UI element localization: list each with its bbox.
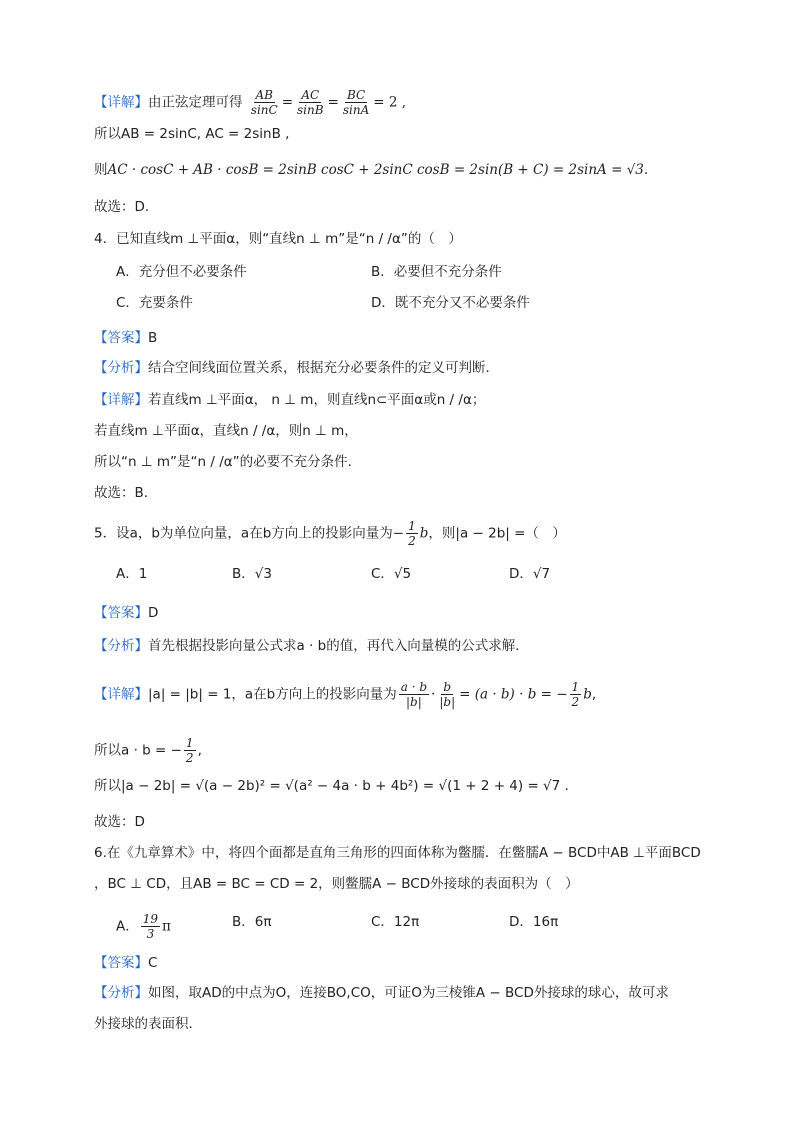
q4-detail1: 【详解】若直线m ⊥平面α， n ⊥ m，则直线n⊂平面α或n / /α； xyxy=(94,392,486,408)
frac-half-b-2: $\frac{1}{2}$ xyxy=(571,680,580,709)
q5-detail1: 【详解】|a| = |b| = 1，a在b方向上的投影向量为 $\frac{a \cdot b}{|b|}$ · $\frac{b}{|b|}$ = (a · b) · b = − $\frac{1}{2}$ b, xyxy=(94,680,597,709)
q6-stem2: ，BC ⊥ CD，且AB = BC = CD = 2，则鳖臑A − BCD外接球的表面积为（ ） xyxy=(94,876,579,892)
q4-option-b: B．必要但不充分条件 xyxy=(371,264,502,280)
q4-option-a: A．充分但不必要条件 xyxy=(116,264,247,280)
q6-option-d: D．16π xyxy=(509,914,559,930)
frac-half-b: $\frac{1}{2}$ xyxy=(408,519,416,548)
frac-ac-sinb: $\frac{AC}{\sin B}$ xyxy=(297,88,324,117)
q5-line3: 所以|a − 2b| = √(a − 2b)² = √(a² − 4a · b + 4b²) = √(1 + 2 + 4) = √7 . xyxy=(94,778,569,794)
q3-eq-end: = 2 , xyxy=(373,94,407,111)
q4-option-c: C．充要条件 xyxy=(116,295,193,311)
q3-line3: 则AC · cosC + AB · cosB = 2sinB cosC + 2sinC cosB = 2sin(B + C) = 2sinA = √3. xyxy=(94,162,649,178)
q5-choose: 故选：D xyxy=(94,814,145,830)
q5-answer: 【答案】D xyxy=(94,605,159,621)
q4-analysis: 【分析】结合空间线面位置关系，根据充分必要条件的定义可判断． xyxy=(94,360,499,376)
q6-answer: 【答案】C xyxy=(94,955,158,971)
q4-option-d: D．既不充分又不必要条件 xyxy=(371,295,530,311)
q6-analysis2: 外接球的表面积． xyxy=(94,1016,202,1032)
frac-bc-sina: $\frac{BC}{\sin A}$ xyxy=(342,88,370,117)
q5-line2: 所以a · b = − $\frac{1}{2}$ , xyxy=(94,736,202,765)
q4-detail2: 若直线m ⊥平面α，直线n / /α，则n ⊥ m， xyxy=(94,423,358,439)
q3-line2: 所以AB = 2sinC, AC = 2sinB , xyxy=(94,126,290,142)
q3-choose: 故选：D. xyxy=(94,199,150,215)
q6-option-c: C．12π xyxy=(371,914,420,930)
q4-answer: 【答案】B xyxy=(94,330,158,346)
q6-option-a: A． $\frac{19}{3}$ π xyxy=(116,912,171,941)
frac-19-3: $\frac{19}{3}$ xyxy=(142,912,159,941)
q6-analysis1: 【分析】如图，取AD的中点为O，连接BO,CO，可证O为三棱锥A − BCD外接球的球心，故可求 xyxy=(94,985,669,1001)
q3-detail-intro: 由正弦定理可得 xyxy=(148,94,243,111)
q5-option-b: B．√3 xyxy=(232,566,272,582)
frac-ab-sinc: $\frac{AB}{\sin C}$ xyxy=(250,88,278,117)
q6-option-b: B．6π xyxy=(232,914,272,930)
q5-option-c: C．√5 xyxy=(371,566,412,582)
frac-half: $\frac{1}{2}$ xyxy=(185,736,194,765)
frac-proj1: $\frac{a \cdot b}{|b|}$ xyxy=(400,680,428,709)
q3-detail-line: 【详解】由正弦定理可得 $\frac{AB}{\sin C}$ = $\frac{AC}{\sin B}$ = $\frac{BC}{\sin A}$ = 2 , xyxy=(94,88,407,117)
q4-detail3: 所以“n ⊥ m”是“n / /α”的必要不充分条件． xyxy=(94,454,362,470)
q4-choose: 故选：B． xyxy=(94,485,158,501)
q4-stem: 4．已知直线m ⊥平面α，则“直线n ⊥ m”是“n / /α”的（ ） xyxy=(94,231,462,247)
q5-stem: 5．设a，b为单位向量，a在b方向上的投影向量为− $\frac{1}{2}$ b，则|a − 2b| =（ ） xyxy=(94,519,566,548)
q5-option-a: A．1 xyxy=(116,566,148,582)
detail-tag: 【详解】 xyxy=(94,94,148,111)
q6-stem1: 6.在《九章算术》中，将四个面都是直角三角形的四面体称为鳖臑．在鳖臑A − BCD中AB ⊥平面BCD xyxy=(94,845,701,861)
q5-analysis: 【分析】首先根据投影向量公式求a · b的值，再代入向量模的公式求解． xyxy=(94,638,529,654)
frac-proj2: $\frac{b}{|b|}$ xyxy=(439,680,456,709)
q5-option-d: D．√7 xyxy=(509,566,551,582)
